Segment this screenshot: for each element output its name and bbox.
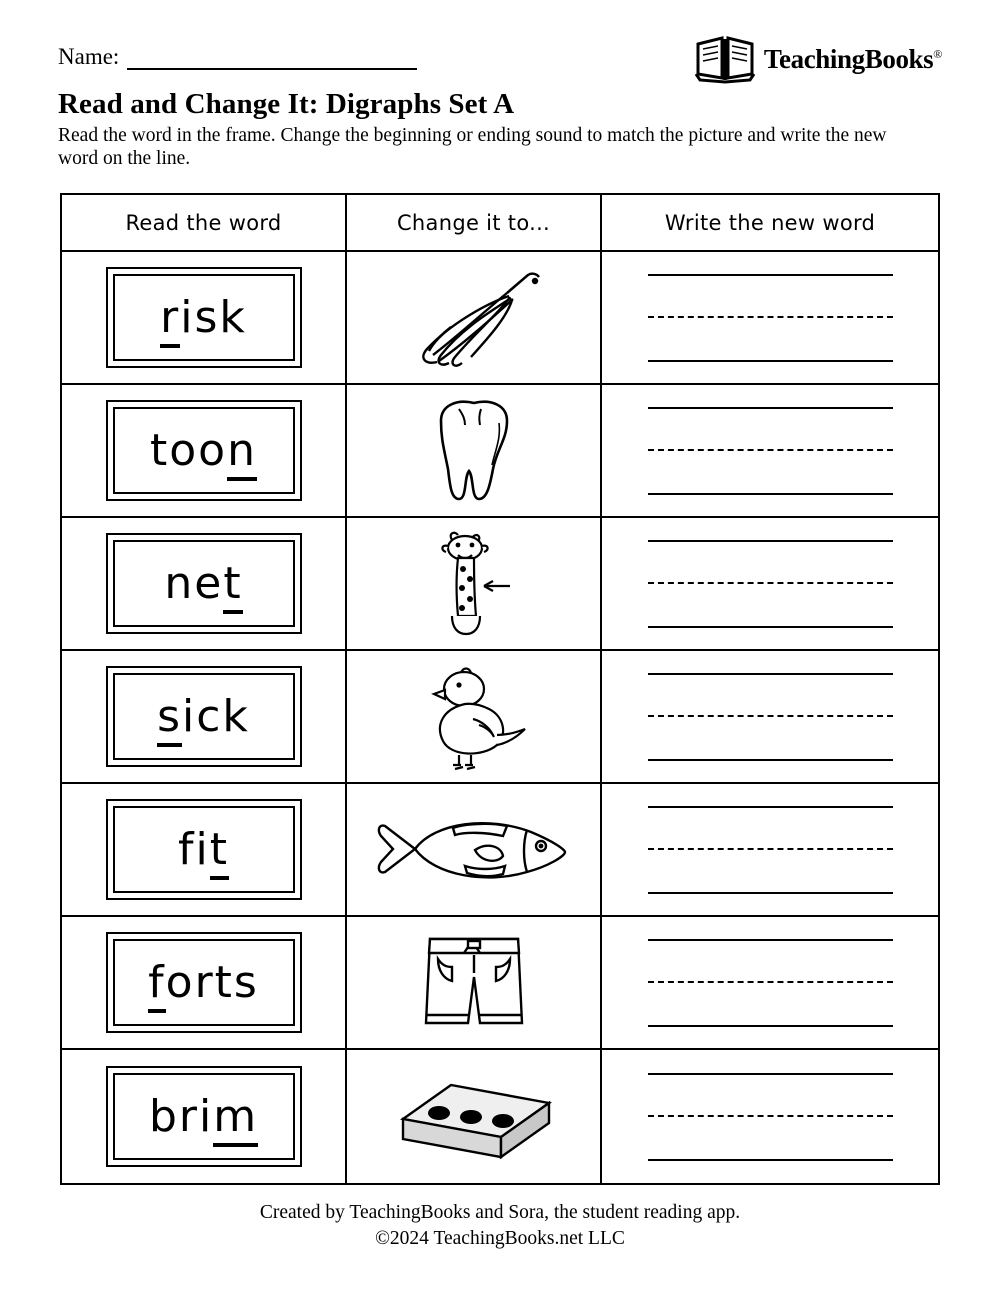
writing-lines[interactable]: [648, 270, 893, 366]
word-text: [149, 1091, 258, 1142]
picture-cell: [347, 1050, 602, 1183]
word-text: [148, 957, 259, 1008]
writing-line-bottom: [648, 892, 893, 894]
writing-lines[interactable]: [648, 536, 893, 632]
word-pre: ne: [164, 558, 224, 609]
writing-line-bottom: [648, 1159, 893, 1161]
table-row: [62, 1050, 938, 1183]
word-pre: too: [150, 425, 228, 476]
picture-cell: [347, 385, 602, 516]
word-text: [150, 425, 257, 476]
chick-icon: [409, 659, 539, 774]
word-post: ick: [182, 691, 250, 742]
writing-lines[interactable]: [648, 802, 893, 898]
write-cell[interactable]: [602, 385, 938, 516]
page-footer: [0, 1200, 1000, 1253]
word-underlined-part: r: [160, 292, 180, 348]
writing-line-middle-dashed: [648, 715, 893, 717]
column-header-change-it-to: Change it to...: [347, 195, 602, 250]
word-cell: [62, 1050, 347, 1183]
word-frame: [106, 799, 302, 900]
name-input-line[interactable]: [127, 48, 417, 70]
word-post: isk: [180, 292, 247, 343]
word-cell: [62, 784, 347, 915]
word-text: [157, 691, 250, 742]
column-header-read-the-word: Read the word: [62, 195, 347, 250]
table-row: [62, 917, 938, 1050]
writing-line-top: [648, 274, 893, 276]
tooth-icon: [419, 393, 529, 508]
writing-line-top: [648, 939, 893, 941]
word-frame: [106, 400, 302, 501]
word-underlined-part: f: [148, 957, 166, 1013]
writing-line-bottom: [648, 1025, 893, 1027]
word-frame: [106, 267, 302, 368]
worksheet-table: [60, 193, 940, 1185]
table-header-row: [62, 195, 938, 252]
word-underlined-part: t: [210, 824, 229, 880]
whisk-icon: [389, 263, 559, 373]
logo-text-label: TeachingBooks: [763, 43, 934, 74]
word-frame: [106, 533, 302, 634]
picture-cell: [347, 917, 602, 1048]
picture-cell: [347, 784, 602, 915]
shorts-icon: [404, 923, 544, 1043]
table-row: [62, 252, 938, 385]
footer-copyright-line: ©2024 TeachingBooks.net LLC: [375, 1228, 625, 1250]
word-frame: [106, 1066, 302, 1167]
writing-line-top: [648, 1073, 893, 1075]
writing-line-middle-dashed: [648, 582, 893, 584]
word-cell: [62, 917, 347, 1048]
writing-line-top: [648, 806, 893, 808]
instructions-text: Read the word in the frame. Change the beginning or ending sound to match the picture and write the new word on the line.: [58, 125, 887, 169]
table-row: [62, 784, 938, 917]
writing-line-bottom: [648, 759, 893, 761]
word-frame: [106, 666, 302, 767]
write-cell[interactable]: [602, 917, 938, 1048]
writing-line-bottom: [648, 360, 893, 362]
word-underlined-part: n: [227, 425, 257, 481]
writing-lines[interactable]: [648, 935, 893, 1031]
write-cell[interactable]: [602, 651, 938, 782]
writing-line-middle-dashed: [648, 1115, 893, 1117]
logo-wordmark: [764, 44, 942, 75]
footer-credit-line: Created by TeachingBooks and Sora, the student reading app.: [259, 1202, 741, 1223]
writing-line-middle-dashed: [648, 449, 893, 451]
page-title: Read and Change It: Digraphs Set A: [58, 88, 515, 120]
open-book-icon: [694, 34, 756, 84]
column-header-write-the-new-word: Write the new word: [664, 210, 876, 235]
writing-lines[interactable]: [648, 1069, 893, 1165]
table-row: [62, 651, 938, 784]
writing-line-middle-dashed: [648, 981, 893, 983]
picture-cell: [347, 252, 602, 383]
teachingbooks-logo: [694, 34, 942, 84]
writing-lines[interactable]: [648, 403, 893, 499]
write-cell[interactable]: [602, 784, 938, 915]
table-row: [62, 385, 938, 518]
word-pre: bri: [148, 1091, 214, 1142]
logo-registered-mark: ®: [933, 46, 942, 61]
picture-cell: [347, 518, 602, 649]
table-row: [62, 518, 938, 651]
writing-line-top: [648, 540, 893, 542]
brick-icon: [379, 1067, 569, 1167]
fish-icon: [369, 802, 579, 897]
word-cell: [62, 518, 347, 649]
word-underlined-part: m: [213, 1091, 258, 1147]
word-text: [164, 558, 242, 609]
giraffe-neck-icon: [414, 524, 534, 644]
word-text: [160, 292, 247, 343]
word-cell: [62, 252, 347, 383]
writing-line-top: [648, 407, 893, 409]
writing-lines[interactable]: [648, 669, 893, 765]
writing-line-middle-dashed: [648, 848, 893, 850]
word-post: orts: [165, 957, 259, 1008]
word-frame: [106, 932, 302, 1033]
word-underlined-part: t: [223, 558, 242, 614]
write-cell[interactable]: [602, 518, 938, 649]
word-underlined-part: s: [157, 691, 182, 747]
writing-line-middle-dashed: [648, 316, 893, 318]
name-label: Name:: [58, 44, 120, 69]
writing-line-top: [648, 673, 893, 675]
writing-line-bottom: [648, 626, 893, 628]
word-cell: [62, 651, 347, 782]
writing-line-bottom: [648, 493, 893, 495]
write-cell[interactable]: [602, 1050, 938, 1183]
picture-cell: [347, 651, 602, 782]
word-pre: fi: [178, 824, 210, 875]
worksheet-header: [58, 34, 942, 170]
word-text: [178, 824, 229, 875]
word-cell: [62, 385, 347, 516]
write-cell[interactable]: [602, 252, 938, 383]
